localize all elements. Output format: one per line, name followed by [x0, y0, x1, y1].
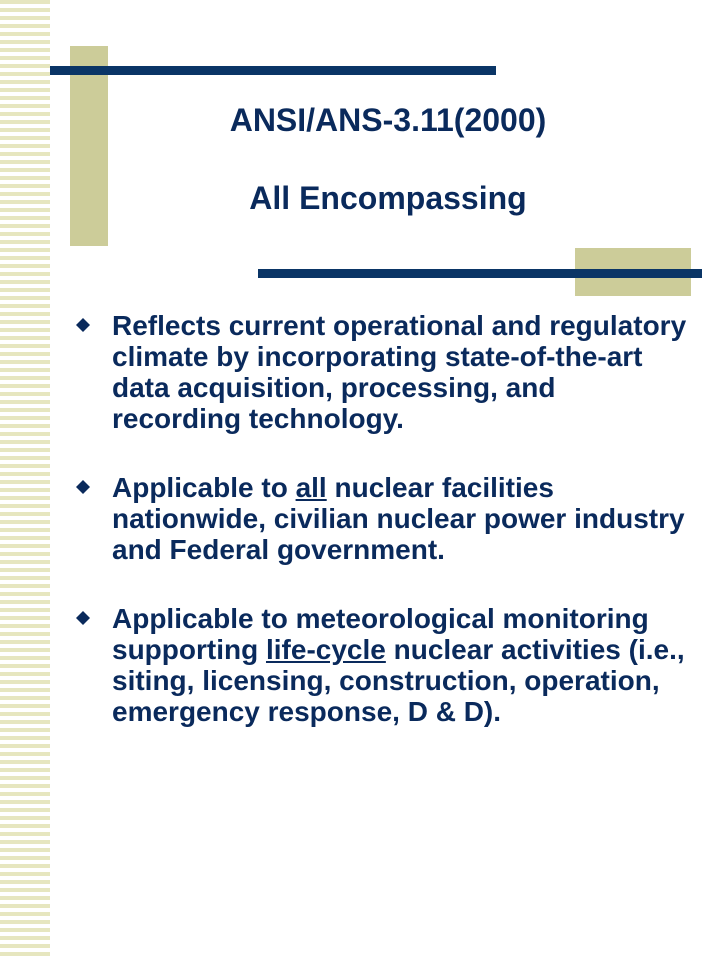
bullet-text-underlined: all: [295, 472, 327, 503]
decorative-tan-block-top: [70, 46, 108, 246]
bullet-text: [112, 472, 685, 565]
bullet-item: [70, 472, 690, 565]
bullet-text-segment: nuclear activities (i.e., siting, licensing, construction, operation, emergency response, D & D).: [112, 634, 685, 727]
bullet-text-segment: Reflects current operational and regulatory climate by incorporating state-of-the-art data acquisition, processing, and recording technology.: [112, 310, 687, 434]
bullet-list: [70, 310, 690, 765]
slide-title: ANSI/ANS-3.11(2000): [229, 102, 547, 138]
diamond-bullet-icon: [76, 611, 90, 625]
bullet-text-underlined: life-cycle: [265, 634, 386, 665]
bullet-text-segment: nuclear facilities nationwide, civilian nuclear power industry and Federal government.: [112, 472, 685, 565]
bullet-text: [112, 603, 685, 727]
bullet-item: [70, 603, 690, 727]
bullet-text: [112, 310, 686, 434]
slide-subtitle: All Encompassing: [249, 180, 527, 216]
diamond-bullet-icon: [76, 318, 90, 332]
diamond-bullet-icon: [76, 480, 90, 494]
bullet-item: [70, 310, 690, 434]
decorative-navy-bar-top: [50, 66, 496, 75]
bullet-text-segment: Applicable to meteorological monitoring supporting: [112, 603, 649, 665]
bullet-text-segment: Applicable to: [112, 472, 296, 503]
decorative-navy-bar-bottom: [258, 269, 702, 278]
decorative-left-stripes: [0, 0, 50, 960]
